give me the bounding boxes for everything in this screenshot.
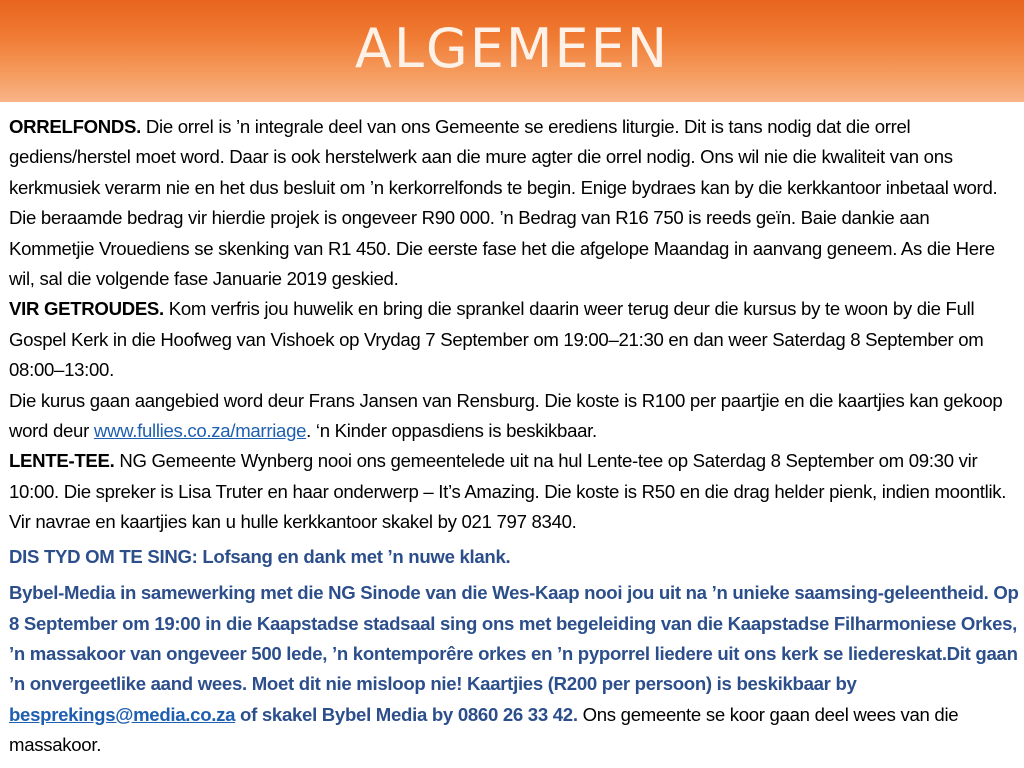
kursus-text-before: Die kurus gaan aangebied word deur Frans Jansen van Rensburg. Die koste is R100 per paartjie en die kaartjies kan gekoop word deur (9, 389, 1003, 442)
getroudes-paragraph (9, 294, 1019, 385)
orrelfonds-paragraph (9, 112, 1019, 294)
getroudes-label: VIR GETROUDES. (9, 298, 164, 320)
sing-paragraph (9, 578, 1019, 760)
header-banner (0, 0, 1024, 102)
orrelfonds-text: Die orrel is ’n integrale deel van ons Gemeente se erediens liturgie. Dit is tans nodig dat die orrel gediens/herstel moet word. Daar is ook herstelwerk aan die mure agter die orrel nodig. Ons wil nie die kwaliteit van ons kerkmusiek verarm nie en het dus besluit om ’n kerkorrelfonds te begin. Enige bydraes kan by die kerkkantoor inbetaal word. Die beraamde bedrag vir hierdie projek is ongeveer R90 000. ’n Bedrag van R16 750 is reeds geïn. Baie dankie aan Kommetjie Vrouediens se skenking van R1 450. Die eerste fase het die afgelope Maandag in aanvang geneem. As die Here wil, sal die volgende fase Januarie 2019 geskied. (9, 116, 998, 290)
lentetee-label: LENTE-TEE. (9, 450, 115, 472)
orrelfonds-label: ORRELFONDS. (9, 116, 142, 137)
sing-text-before: Bybel-Media in samewerking met die NG Sinode van die Wes-Kaap nooi jou uit na ’n unieke saamsing-geleentheid. Op 8 September om 19:00 in die Kaapstadse stadsaal sing ons met begeleiding van die Kaapstadse Filharmoniese Orkes, ’n massakoor van ongeveer 500 lede, ’n kontemporêre orkes en ’n pyporrel liedere uit ons kerk se liedereskat.Dit gaan ’n onvergeetlike aand wees. Moet dit nie misloop nie! Kaartjies (R200 per persoon) is beskikbaar by (9, 582, 1019, 695)
sing-text-after: of skakel Bybel Media by 0860 26 33 42. (235, 703, 578, 725)
kursus-paragraph (9, 386, 1019, 447)
getroudes-text: Kom verfris jou huwelik en bring die sprankel daarin weer terug deur die kursus by te woon by die Full Gospel Kerk in die Hoofweg van Vishoek op Vrydag 7 September om 19:00–21:30 en dan weer Saterdag 8 September om 08:00–13:00. (9, 298, 984, 381)
sing-text-plain: Ons gemeente se koor gaan deel wees van die massakoor. (9, 703, 959, 756)
sing-heading: DIS TYD OM TE SING: Lofsang en dank met ’n nuwe klank. (9, 545, 511, 567)
besprekings-email-link[interactable]: besprekings@media.co.za (9, 703, 236, 725)
fullies-link[interactable]: www.fullies.co.za/marriage (93, 420, 307, 442)
page-title: ALGEMEEN (354, 16, 670, 80)
content-body (9, 112, 1019, 761)
kursus-text-after: . ‘n Kinder oppasdiens is beskikbaar. (306, 420, 597, 442)
lentetee-paragraph (9, 446, 1019, 537)
lentetee-text: NG Gemeente Wynberg nooi ons gemeentelede uit na hul Lente-tee op Saterdag 8 September om 09:30 vir 10:00. Die spreker is Lisa Truter en haar onderwerp – It’s Amazing. Die koste is R50 en die drag helder pienk, indien moontlik. Vir navrae en kaartjies kan u hulle kerkkantoor skakel by 021 797 8340. (9, 450, 1007, 533)
